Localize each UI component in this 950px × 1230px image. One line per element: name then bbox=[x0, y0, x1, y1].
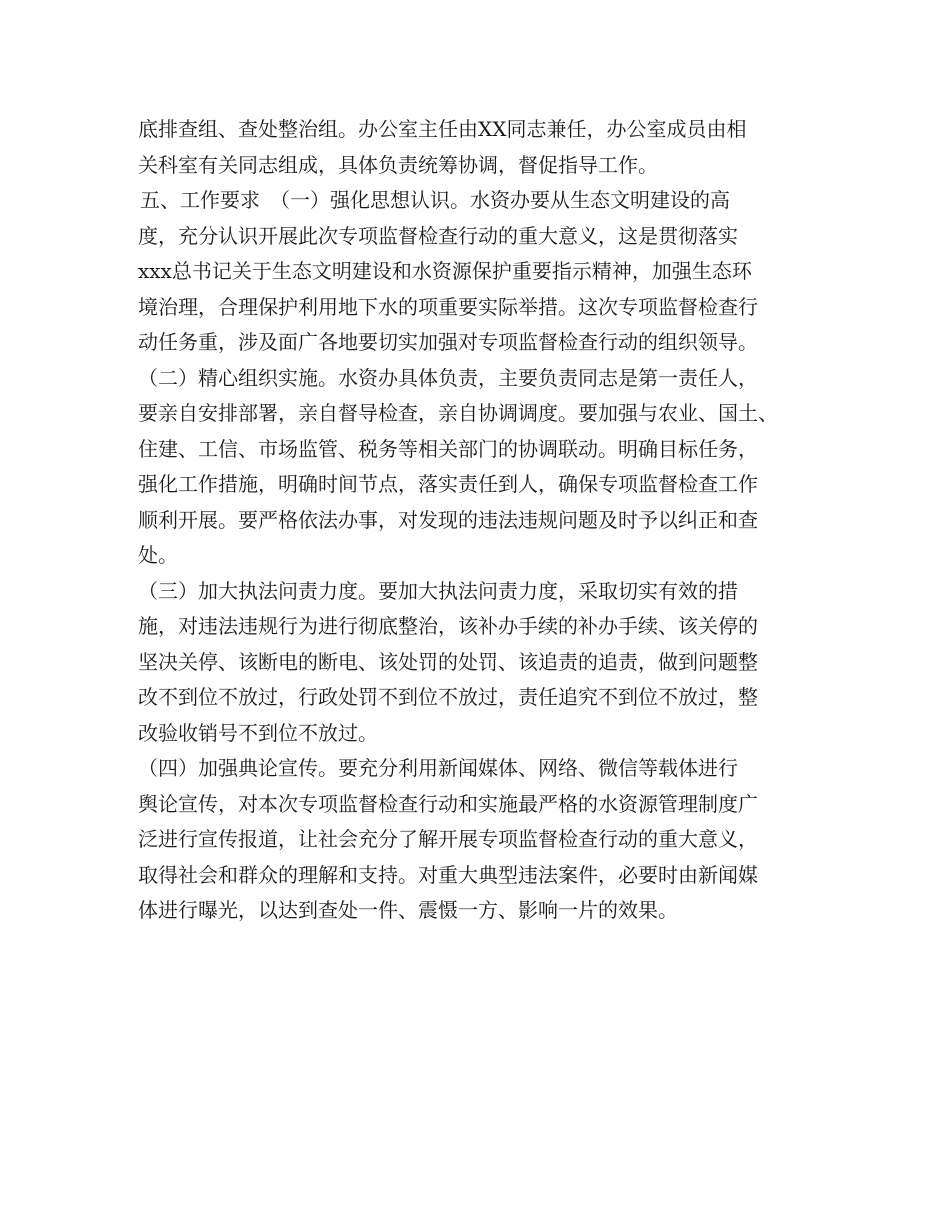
text-line: 要亲自安排部署，亲自督导检查，亲自协调调度。要加强与农业、国土、 bbox=[138, 401, 778, 425]
text-line: 底排查组、查处整治组。办公室主任由XX同志兼任，办公室成员由相 bbox=[138, 117, 747, 141]
text-line: 取得社会和群众的理解和支持。对重大典型违法案件，必要时由新闻媒 bbox=[138, 862, 758, 887]
text-line: 泛进行宣传报道，让社会充分了解开展专项监督检查行动的重大意义， bbox=[138, 827, 758, 851]
text-line: 住建、工信、市场监管、税务等相关部门的协调联动。明确目标任务， bbox=[138, 436, 758, 461]
text-line: 改不到位不放过，行政处罚不到位不放过，责任追究不到位不放过，整 bbox=[138, 685, 758, 709]
text-line: 施，对违法违规行为进行彻底整治，该补办手续的补办手续、该关停的 bbox=[138, 614, 758, 638]
text-line: 境治理，合理保护利用地下水的项重要实际举措。这次专项监督检查行 bbox=[138, 294, 758, 319]
paragraph-start-line: （四）加强典论宣传。要充分利用新闻媒体、网络、微信等载体进行 bbox=[138, 756, 738, 780]
text-line: 强化工作措施，明确时间节点，落实责任到人，确保专项监督检查工作 bbox=[138, 472, 758, 496]
text-line: xxx总书记关于生态文明建设和水资源保护重要指示精神，加强生态环 bbox=[138, 259, 752, 283]
text-line: 处。 bbox=[138, 543, 178, 567]
paragraph-start-line: （三）加大执法问责力度。要加大执法问责力度，采取切实有效的措 bbox=[138, 578, 738, 603]
text-line: 动任务重，涉及面广各地要切实加强对专项监督检查行动的组织领导。 bbox=[138, 330, 758, 354]
text-line: 体进行曝光，以达到查处一件、震慑一方、影响一片的效果。 bbox=[138, 898, 678, 922]
paragraph-start-line: （二）精心组织实施。水资办具体负责，主要负责同志是第一责任人， bbox=[138, 365, 758, 390]
body-text bbox=[138, 112, 838, 929]
text-line: 度，充分认识开展此次专项监督检查行动的重大意义，这是贯彻落实 bbox=[138, 223, 738, 248]
text-line: 关科室有关同志组成，具体负责统筹协调，督促指导工作。 bbox=[138, 152, 658, 177]
section-heading-line: 五、工作要求 （一）强化思想认识。水资办要从生态文明建设的高 bbox=[140, 188, 730, 212]
text-line: 舆论宣传，对本次专项监督检查行动和实施最严格的水资源管理制度广 bbox=[138, 791, 758, 816]
text-line: 顺利开展。要严格依法办事，对发现的违法违规问题及时予以纠正和查 bbox=[138, 507, 758, 532]
text-line: 改验收销号不到位不放过。 bbox=[138, 720, 378, 745]
text-line: 坚决关停、该断电的断电、该处罚的处罚、该追责的追责，做到问题整 bbox=[138, 649, 758, 674]
